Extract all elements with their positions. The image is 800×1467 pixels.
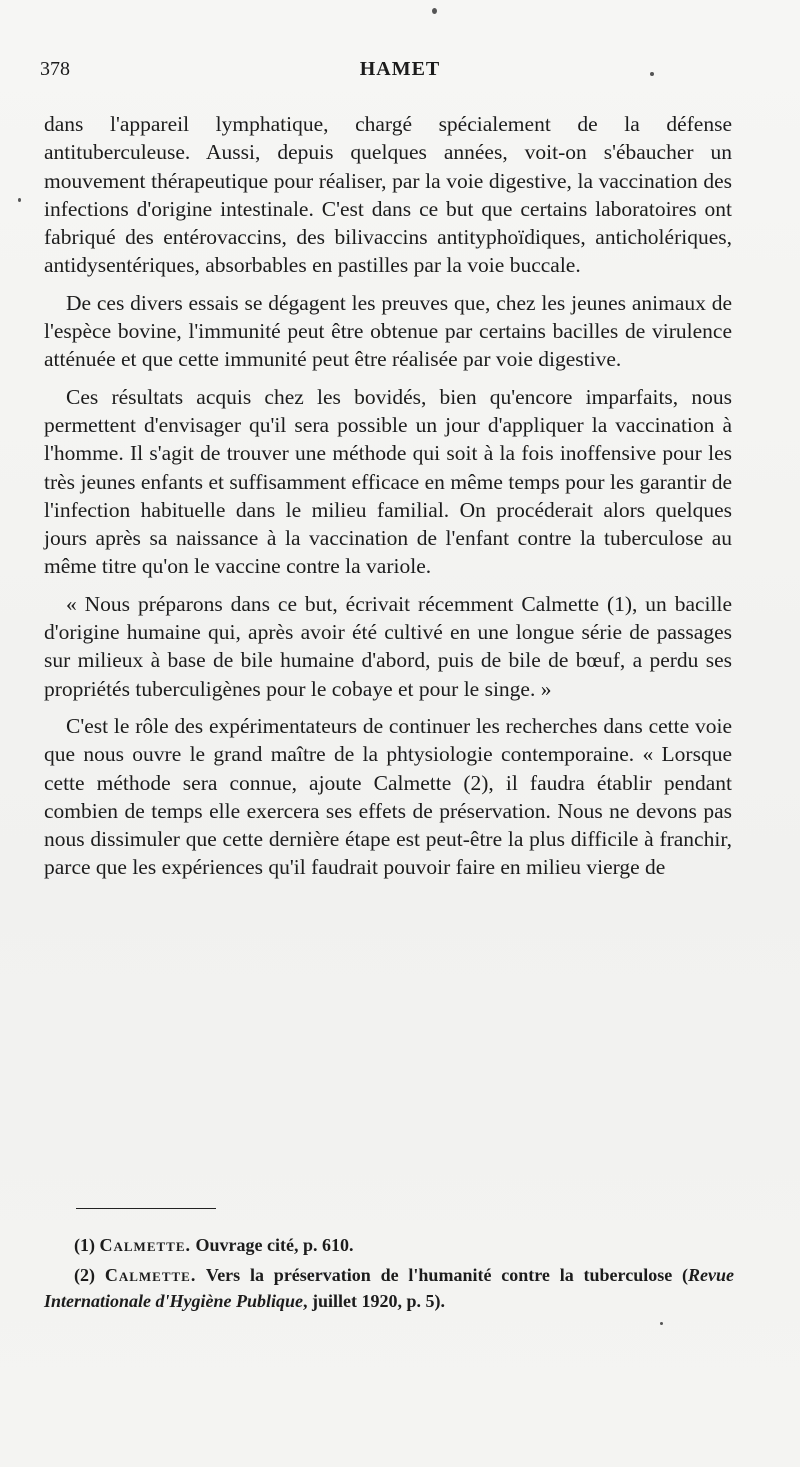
paragraph-1: dans l'appareil lymphatique, chargé spécialement de la défense antituberculeuse. Aussi, depuis quelques années, voit-on s'ébaucher un mouvement thérapeutique pour réaliser, par la voie digestive, la vaccination des infections d'origine intestinale. C'est dans ce but que certains laboratoires ont fabriqué des entérovaccins, des bilivaccins antityphoïdiques, anticholériques, antidysentériques, absorbables en pastilles par la voie buccale.	[44, 112, 732, 278]
footnote-1	[44, 1232, 734, 1258]
footnote-1-marker: (1)	[74, 1235, 95, 1255]
footnotes	[44, 1232, 734, 1318]
paragraph-3: Ces résultats acquis chez les bovidés, bien qu'encore imparfaits, nous permettent d'envisager qu'il sera possible un jour d'appliquer la vaccination à l'homme. Il s'agit de trouver une méthode qui soit à la fois inoffensive pour les très jeunes enfants et suffisamment efficace en même temps pour les garantir de l'infection habituelle dans le milieu familial. On procéderait alors quelques jours après sa naissance à la vaccination de l'enfant contre la tuberculose au même titre qu'on le vaccine contre la variole.	[44, 384, 732, 579]
footnote-2-author: Calmette.	[104, 1265, 197, 1285]
scan-speck	[660, 1322, 663, 1325]
footnote-1-author: Calmette.	[99, 1235, 192, 1255]
footnote-2-marker: (2)	[74, 1265, 95, 1285]
scan-speck	[18, 198, 21, 202]
footnote-1-text: Ouvrage cité, p. 610.	[195, 1235, 354, 1255]
main-text	[44, 110, 732, 891]
footnote-2-journal: Revue Internationale d'Hygiène Publique	[44, 1265, 734, 1311]
footnote-2-text-after: , juillet 1920, p. 5).	[303, 1291, 446, 1311]
paragraph-4: « Nous préparons dans ce but, écrivait récemment Calmette (1), un bacille d'origine humaine qui, après avoir été cultivé en une longue série de passages sur milieux à base de bile humaine d'abord, puis de bile de bœuf, a perdu ses propriétés tuberculigènes pour le cobaye et pour le singe. »	[44, 591, 732, 701]
page-number: 378	[40, 58, 70, 80]
footnote-2	[44, 1262, 734, 1314]
footnote-2-text-before: Vers la préservation de l'humanité contre la tuberculose (	[205, 1265, 689, 1285]
paragraph-2: De ces divers essais se dégagent les preuves que, chez les jeunes animaux de l'espèce bovine, l'immunité peut être obtenue par certains bacilles de virulence atténuée et que cette immunité peut être réalisée par voie digestive.	[44, 290, 732, 372]
scan-speck	[650, 72, 654, 76]
paragraph-5: C'est le rôle des expérimentateurs de continuer les recherches dans cette voie que nous ouvre le grand maître de la phtysiologie contemporaine. « Lorsque cette méthode sera connue, ajoute Calmette (2), il faudra établir pendant combien de temps elle exercera ses effets de préservation. Nous ne devons pas nous dissimuler que cette dernière étape est peut-être la plus difficile à franchir, parce que les expériences qu'il faudrait pouvoir faire en milieu vierge de	[44, 713, 732, 880]
scan-speck	[432, 8, 437, 14]
running-head: HAMET	[359, 58, 441, 80]
footnote-separator	[76, 1208, 216, 1209]
